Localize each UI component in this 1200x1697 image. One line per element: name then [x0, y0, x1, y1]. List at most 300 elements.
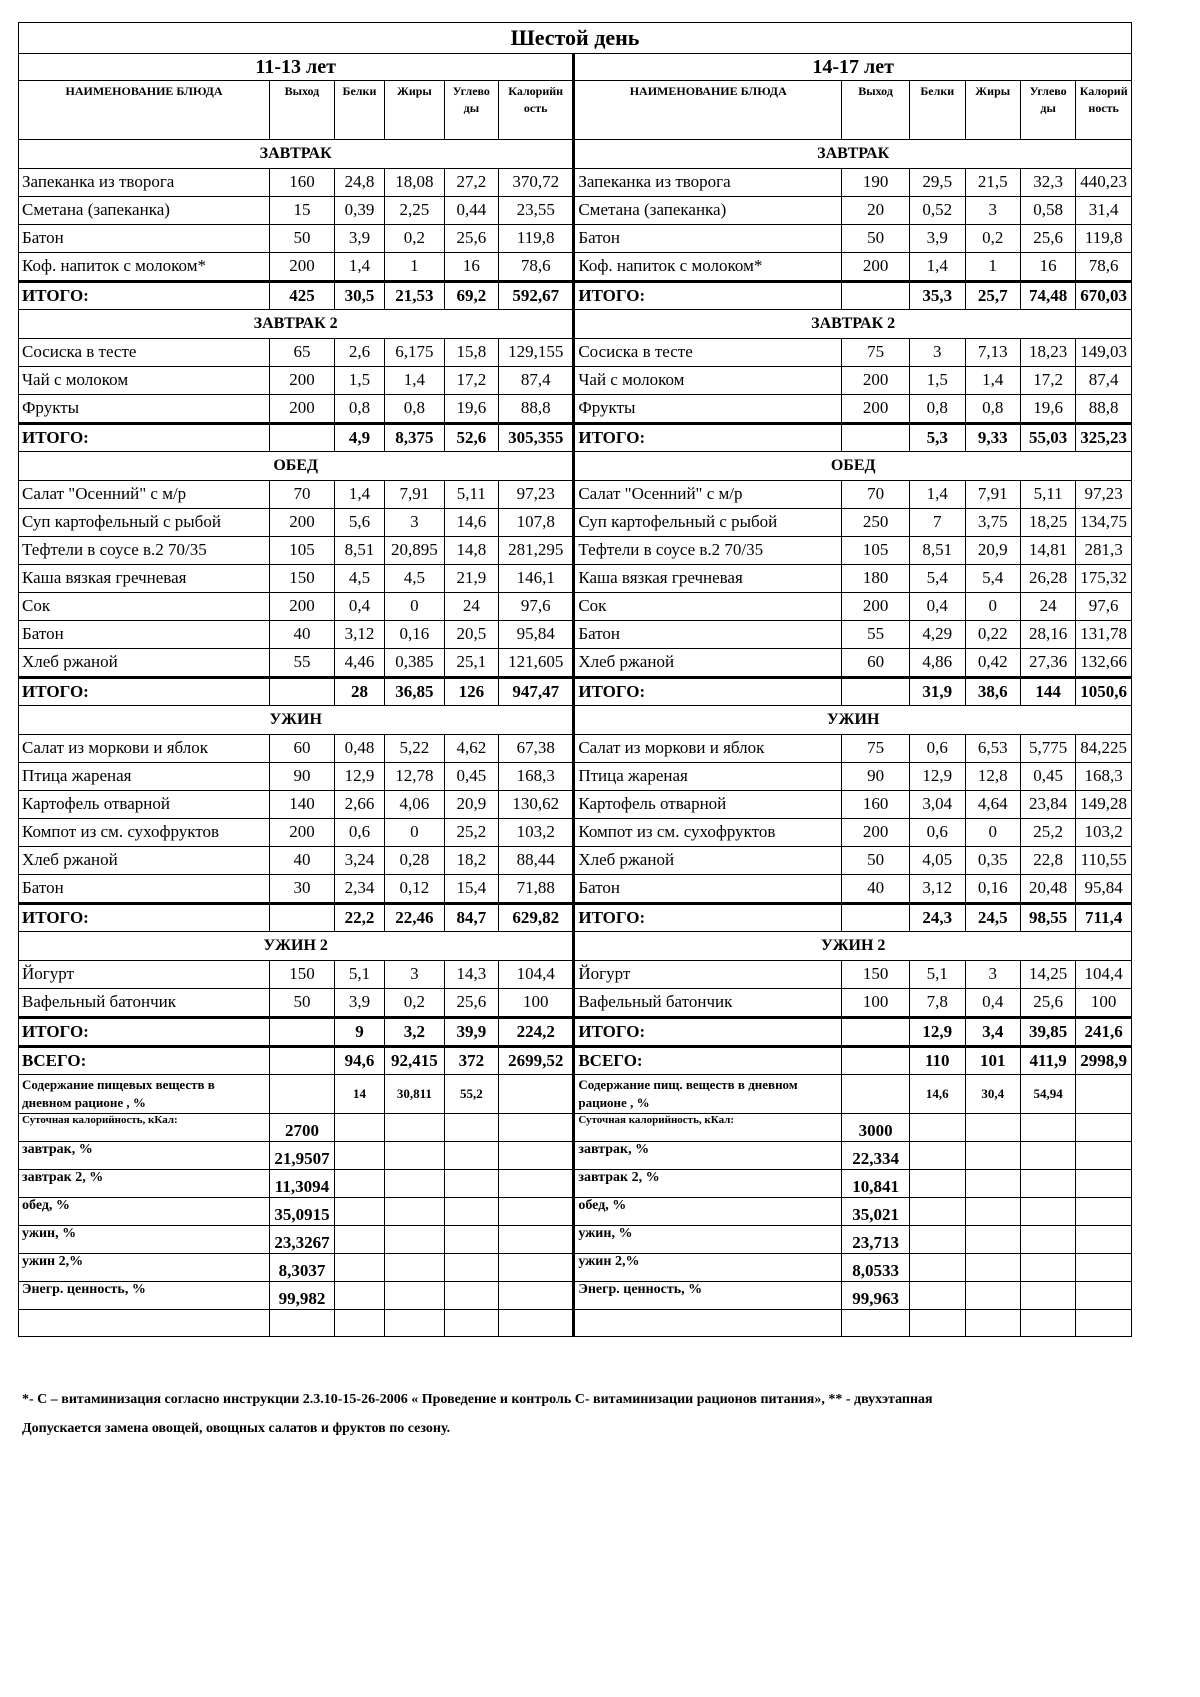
left-protein: 24,8	[334, 169, 384, 197]
right-kcal: 325,23	[1076, 424, 1132, 452]
left-protein: 3,24	[334, 847, 384, 875]
right-yield: 105	[842, 537, 910, 565]
right-fat: 7,91	[965, 481, 1020, 509]
left-carbs: 69,2	[444, 282, 498, 310]
left-dish-name: Йогурт	[19, 961, 270, 989]
left-kcal: 71,88	[499, 875, 574, 904]
left-dish-name: Сосиска в тесте	[19, 339, 270, 367]
left-dish-name: Чай с молоком	[19, 367, 270, 395]
empty-cell	[965, 1170, 1020, 1198]
left-kcal: 97,23	[499, 481, 574, 509]
left-dish-name: Сметана (запеканка)	[19, 197, 270, 225]
header-carbs: Углево ды	[1020, 81, 1075, 140]
left-fat: 3,2	[385, 1018, 445, 1047]
right-dish-name: Йогурт	[574, 961, 842, 989]
right-carbs: 0,58	[1020, 197, 1075, 225]
left-protein: 1,5	[334, 367, 384, 395]
right-protein: 1,5	[910, 367, 965, 395]
right-kcal: 100	[1076, 989, 1132, 1018]
left-kcal: 107,8	[499, 509, 574, 537]
dish-row	[19, 367, 1132, 395]
right-fat: 0	[965, 593, 1020, 621]
footnote-season: Допускается замена овощей, овощных салатов и фруктов по сезону.	[22, 1421, 451, 1436]
section-title-right: УЖИН 2	[574, 932, 1132, 961]
empty-cell	[334, 1310, 384, 1337]
right-fat: 0	[965, 819, 1020, 847]
right-value: 22,334	[842, 1142, 910, 1170]
right-label: ужин, %	[574, 1226, 842, 1254]
empty-cell	[444, 1226, 498, 1254]
right-yield: 200	[842, 593, 910, 621]
left-carbs: 0,44	[444, 197, 498, 225]
right-protein: 7,8	[910, 989, 965, 1018]
left-fat: 18,08	[385, 169, 445, 197]
left-yield: 65	[270, 339, 335, 367]
left-dish-name: Салат "Осенний" с м/р	[19, 481, 270, 509]
left-protein: 0,39	[334, 197, 384, 225]
right-label: завтрак 2, %	[574, 1170, 842, 1198]
age-group-right: 14-17 лет	[574, 54, 1132, 81]
right-yield: 75	[842, 735, 910, 763]
dish-row	[19, 649, 1132, 678]
left-carbs: 25,6	[444, 989, 498, 1018]
left-kcal: 104,4	[499, 961, 574, 989]
right-dish-name: Вафельный батончик	[574, 989, 842, 1018]
right-protein: 8,51	[910, 537, 965, 565]
right-dish-name: Сок	[574, 593, 842, 621]
right-carbs: 26,28	[1020, 565, 1075, 593]
left-fat: 30,811	[385, 1075, 445, 1114]
left-carbs: 18,2	[444, 847, 498, 875]
left-fat: 1	[385, 253, 445, 282]
dish-row	[19, 509, 1132, 537]
left-kcal: 305,355	[499, 424, 574, 452]
empty-cell	[965, 1114, 1020, 1142]
right-yield: 200	[842, 367, 910, 395]
empty-cell	[1020, 1170, 1075, 1198]
right-dish-name: Салат "Осенний" с м/р	[574, 481, 842, 509]
left-kcal: 168,3	[499, 763, 574, 791]
left-value: 11,3094	[270, 1170, 335, 1198]
left-fat: 21,53	[385, 282, 445, 310]
total-row	[19, 1018, 1132, 1047]
right-carbs: 14,81	[1020, 537, 1075, 565]
section-header	[19, 932, 1132, 961]
empty-cell	[1076, 1254, 1132, 1282]
header-protein: Белки	[910, 81, 965, 140]
right-carbs: 22,8	[1020, 847, 1075, 875]
empty-cell	[1076, 1282, 1132, 1310]
empty-cell	[965, 1254, 1020, 1282]
right-yield: 190	[842, 169, 910, 197]
empty-cell	[965, 1226, 1020, 1254]
header-fat: Жиры	[385, 81, 445, 140]
right-label: Суточная калорийность, кКал:	[574, 1114, 842, 1142]
left-yield: 140	[270, 791, 335, 819]
left-label: Суточная калорийность, кКал:	[19, 1114, 270, 1142]
column-header-row	[19, 81, 1132, 140]
left-yield: 60	[270, 735, 335, 763]
empty-cell	[334, 1170, 384, 1198]
right-carbs: 18,25	[1020, 509, 1075, 537]
left-carbs: 27,2	[444, 169, 498, 197]
empty-cell	[1020, 1142, 1075, 1170]
empty-cell	[334, 1254, 384, 1282]
age-group-left: 11-13 лет	[19, 54, 574, 81]
right-kcal: 241,6	[1076, 1018, 1132, 1047]
left-carbs: 20,5	[444, 621, 498, 649]
left-yield: 200	[270, 819, 335, 847]
left-kcal: 592,67	[499, 282, 574, 310]
empty-cell	[842, 1310, 910, 1337]
left-protein: 2,34	[334, 875, 384, 904]
left-yield: 15	[270, 197, 335, 225]
left-carbs: 0,45	[444, 763, 498, 791]
left-carbs: 14,8	[444, 537, 498, 565]
right-protein: 12,9	[910, 763, 965, 791]
empty-cell	[385, 1310, 445, 1337]
left-dish-name: Батон	[19, 621, 270, 649]
right-kcal: 88,8	[1076, 395, 1132, 424]
right-fat: 25,7	[965, 282, 1020, 310]
blank-row	[19, 1310, 1132, 1337]
left-protein: 28	[334, 678, 384, 706]
left-fat: 36,85	[385, 678, 445, 706]
meal-percent-row	[19, 1198, 1132, 1226]
right-yield: 250	[842, 509, 910, 537]
left-kcal: 23,55	[499, 197, 574, 225]
right-protein: 31,9	[910, 678, 965, 706]
right-dish-name: ВСЕГО:	[574, 1047, 842, 1075]
right-fat: 7,13	[965, 339, 1020, 367]
right-yield	[842, 678, 910, 706]
right-kcal: 87,4	[1076, 367, 1132, 395]
right-carbs: 25,2	[1020, 819, 1075, 847]
section-title-right: ЗАВТРАК	[574, 140, 1132, 169]
right-protein: 24,3	[910, 904, 965, 932]
right-dish-name: ИТОГО:	[574, 904, 842, 932]
right-dish-name: ИТОГО:	[574, 282, 842, 310]
left-protein: 5,1	[334, 961, 384, 989]
right-dish-name: Запеканка из творога	[574, 169, 842, 197]
right-dish-name: Сметана (запеканка)	[574, 197, 842, 225]
left-kcal: 947,47	[499, 678, 574, 706]
left-carbs: 25,6	[444, 225, 498, 253]
right-kcal: 131,78	[1076, 621, 1132, 649]
left-carbs: 39,9	[444, 1018, 498, 1047]
right-dish-name: Салат из моркови и яблок	[574, 735, 842, 763]
right-kcal: 132,66	[1076, 649, 1132, 678]
left-carbs: 16	[444, 253, 498, 282]
left-fat: 0,16	[385, 621, 445, 649]
right-protein: 3,12	[910, 875, 965, 904]
left-carbs: 126	[444, 678, 498, 706]
left-dish-name: ВСЕГО:	[19, 1047, 270, 1075]
right-kcal: 670,03	[1076, 282, 1132, 310]
empty-cell	[1076, 1226, 1132, 1254]
right-dish-name: Коф. напиток с молоком*	[574, 253, 842, 282]
right-protein: 0,52	[910, 197, 965, 225]
right-dish-name: Суп картофельный с рыбой	[574, 509, 842, 537]
left-fat: 5,22	[385, 735, 445, 763]
left-dish-name: ИТОГО:	[19, 678, 270, 706]
left-yield: 50	[270, 225, 335, 253]
dish-row	[19, 593, 1132, 621]
right-carbs: 23,84	[1020, 791, 1075, 819]
right-dish-name: Содержание пищ. веществ в дневном рационе , %	[574, 1075, 842, 1114]
right-fat: 0,35	[965, 847, 1020, 875]
right-protein: 0,6	[910, 819, 965, 847]
right-dish-name: Компот из см. сухофруктов	[574, 819, 842, 847]
right-kcal: 168,3	[1076, 763, 1132, 791]
left-label: ужин 2,%	[19, 1254, 270, 1282]
left-fat: 0,8	[385, 395, 445, 424]
right-fat: 3,75	[965, 509, 1020, 537]
left-protein: 4,46	[334, 649, 384, 678]
right-carbs: 5,11	[1020, 481, 1075, 509]
total-row	[19, 678, 1132, 706]
header-fat: Жиры	[965, 81, 1020, 140]
left-fat: 92,415	[385, 1047, 445, 1075]
left-yield: 105	[270, 537, 335, 565]
left-dish-name: Фрукты	[19, 395, 270, 424]
left-dish-name: Содержание пищевых веществ в дневном рационе , %	[19, 1075, 270, 1114]
left-fat: 0,12	[385, 875, 445, 904]
left-carbs: 21,9	[444, 565, 498, 593]
left-kcal: 100	[499, 989, 574, 1018]
right-protein: 3,9	[910, 225, 965, 253]
section-title-right: ОБЕД	[574, 452, 1132, 481]
empty-cell	[444, 1170, 498, 1198]
right-kcal: 134,75	[1076, 509, 1132, 537]
right-dish-name: Хлеб ржаной	[574, 649, 842, 678]
right-protein: 3,04	[910, 791, 965, 819]
right-yield: 50	[842, 225, 910, 253]
left-kcal: 2699,52	[499, 1047, 574, 1075]
right-carbs: 19,6	[1020, 395, 1075, 424]
right-protein: 12,9	[910, 1018, 965, 1047]
right-protein: 3	[910, 339, 965, 367]
left-fat: 3	[385, 509, 445, 537]
left-kcal: 224,2	[499, 1018, 574, 1047]
left-protein: 9	[334, 1018, 384, 1047]
left-dish-name: Каша вязкая гречневая	[19, 565, 270, 593]
left-kcal: 103,2	[499, 819, 574, 847]
right-protein: 5,4	[910, 565, 965, 593]
left-protein: 3,9	[334, 989, 384, 1018]
left-carbs: 25,2	[444, 819, 498, 847]
right-carbs: 20,48	[1020, 875, 1075, 904]
left-yield	[270, 424, 335, 452]
section-title-left: ОБЕД	[19, 452, 574, 481]
right-protein: 5,3	[910, 424, 965, 452]
empty-cell	[1020, 1254, 1075, 1282]
right-kcal: 110,55	[1076, 847, 1132, 875]
dish-row	[19, 763, 1132, 791]
left-protein: 12,9	[334, 763, 384, 791]
right-yield: 200	[842, 253, 910, 282]
left-value: 8,3037	[270, 1254, 335, 1282]
empty-cell	[444, 1114, 498, 1142]
left-yield: 40	[270, 847, 335, 875]
left-carbs: 14,3	[444, 961, 498, 989]
right-value: 99,963	[842, 1282, 910, 1310]
right-protein: 4,29	[910, 621, 965, 649]
right-kcal: 440,23	[1076, 169, 1132, 197]
left-kcal: 129,155	[499, 339, 574, 367]
right-value: 3000	[842, 1114, 910, 1142]
empty-cell	[1020, 1198, 1075, 1226]
right-protein: 1,4	[910, 481, 965, 509]
left-protein: 1,4	[334, 481, 384, 509]
empty-cell	[1076, 1198, 1132, 1226]
header-name: НАИМЕНОВАНИЕ БЛЮДА	[574, 81, 842, 140]
right-protein: 4,86	[910, 649, 965, 678]
left-fat: 8,375	[385, 424, 445, 452]
left-fat: 3	[385, 961, 445, 989]
dish-row	[19, 339, 1132, 367]
right-yield: 180	[842, 565, 910, 593]
right-kcal: 78,6	[1076, 253, 1132, 282]
empty-cell	[965, 1142, 1020, 1170]
empty-cell	[499, 1226, 574, 1254]
meal-percent-row	[19, 1170, 1132, 1198]
header-kcal: Калорий ность	[1076, 81, 1132, 140]
left-carbs: 20,9	[444, 791, 498, 819]
dish-row	[19, 197, 1132, 225]
left-yield: 40	[270, 621, 335, 649]
left-fat: 0,28	[385, 847, 445, 875]
left-protein: 3,12	[334, 621, 384, 649]
empty-cell	[499, 1198, 574, 1226]
left-dish-name: Сок	[19, 593, 270, 621]
right-fat: 1,4	[965, 367, 1020, 395]
empty-cell	[334, 1114, 384, 1142]
left-dish-name: Коф. напиток с молоком*	[19, 253, 270, 282]
left-value: 2700	[270, 1114, 335, 1142]
right-yield	[842, 1018, 910, 1047]
left-carbs: 19,6	[444, 395, 498, 424]
left-dish-name: Запеканка из творога	[19, 169, 270, 197]
left-yield: 200	[270, 509, 335, 537]
empty-cell	[499, 1254, 574, 1282]
section-title-right: ЗАВТРАК 2	[574, 310, 1132, 339]
right-dish-name: Сосиска в тесте	[574, 339, 842, 367]
left-carbs: 15,8	[444, 339, 498, 367]
right-carbs: 144	[1020, 678, 1075, 706]
empty-cell	[385, 1114, 445, 1142]
left-dish-name: Суп картофельный с рыбой	[19, 509, 270, 537]
right-carbs: 39,85	[1020, 1018, 1075, 1047]
right-label: завтрак, %	[574, 1142, 842, 1170]
right-protein: 110	[910, 1047, 965, 1075]
empty-cell	[385, 1254, 445, 1282]
right-carbs: 25,6	[1020, 225, 1075, 253]
left-dish-name: Тефтели в соусе в.2 70/35	[19, 537, 270, 565]
empty-cell	[444, 1254, 498, 1282]
empty-cell	[965, 1198, 1020, 1226]
left-dish-name: ИТОГО:	[19, 904, 270, 932]
left-dish-name: Хлеб ржаной	[19, 649, 270, 678]
meal-percent-row	[19, 1226, 1132, 1254]
left-label: ужин, %	[19, 1226, 270, 1254]
right-fat: 21,5	[965, 169, 1020, 197]
left-dish-name: Батон	[19, 875, 270, 904]
left-fat: 4,06	[385, 791, 445, 819]
empty-cell	[910, 1282, 965, 1310]
right-protein: 7	[910, 509, 965, 537]
right-protein: 35,3	[910, 282, 965, 310]
left-protein: 0,6	[334, 819, 384, 847]
right-kcal: 149,28	[1076, 791, 1132, 819]
left-fat: 0,385	[385, 649, 445, 678]
right-yield: 20	[842, 197, 910, 225]
left-label: завтрак, %	[19, 1142, 270, 1170]
section-title-left: УЖИН	[19, 706, 574, 735]
empty-cell	[19, 1310, 270, 1337]
empty-cell	[444, 1282, 498, 1310]
left-fat: 0	[385, 593, 445, 621]
menu-table	[18, 22, 1132, 1337]
total-row	[19, 282, 1132, 310]
right-yield: 75	[842, 339, 910, 367]
meal-percent-row	[19, 1254, 1132, 1282]
left-yield: 150	[270, 565, 335, 593]
right-yield: 50	[842, 847, 910, 875]
left-carbs: 4,62	[444, 735, 498, 763]
right-kcal: 149,03	[1076, 339, 1132, 367]
section-header	[19, 310, 1132, 339]
right-kcal: 97,23	[1076, 481, 1132, 509]
dish-row	[19, 621, 1132, 649]
empty-cell	[1076, 1310, 1132, 1337]
left-carbs: 14,6	[444, 509, 498, 537]
empty-cell	[444, 1198, 498, 1226]
left-carbs: 55,2	[444, 1075, 498, 1114]
dish-row	[19, 961, 1132, 989]
left-protein: 22,2	[334, 904, 384, 932]
left-carbs: 52,6	[444, 424, 498, 452]
empty-cell	[385, 1170, 445, 1198]
dish-row	[19, 395, 1132, 424]
left-kcal: 87,4	[499, 367, 574, 395]
right-carbs: 5,775	[1020, 735, 1075, 763]
left-fat: 0,2	[385, 225, 445, 253]
right-fat: 0,8	[965, 395, 1020, 424]
right-fat: 20,9	[965, 537, 1020, 565]
right-fat: 0,42	[965, 649, 1020, 678]
right-kcal: 103,2	[1076, 819, 1132, 847]
empty-cell	[910, 1198, 965, 1226]
right-dish-name: Птица жареная	[574, 763, 842, 791]
right-yield: 200	[842, 395, 910, 424]
right-yield: 160	[842, 791, 910, 819]
left-dish-name: Компот из см. сухофруктов	[19, 819, 270, 847]
right-kcal: 104,4	[1076, 961, 1132, 989]
right-yield: 55	[842, 621, 910, 649]
left-fat: 2,25	[385, 197, 445, 225]
dish-row	[19, 791, 1132, 819]
left-fat: 0	[385, 819, 445, 847]
right-yield	[842, 1047, 910, 1075]
empty-cell	[499, 1310, 574, 1337]
empty-cell	[385, 1226, 445, 1254]
left-protein: 14	[334, 1075, 384, 1114]
header-carbs: Углево ды	[444, 81, 498, 140]
right-yield: 150	[842, 961, 910, 989]
empty-cell	[1076, 1170, 1132, 1198]
left-yield: 55	[270, 649, 335, 678]
